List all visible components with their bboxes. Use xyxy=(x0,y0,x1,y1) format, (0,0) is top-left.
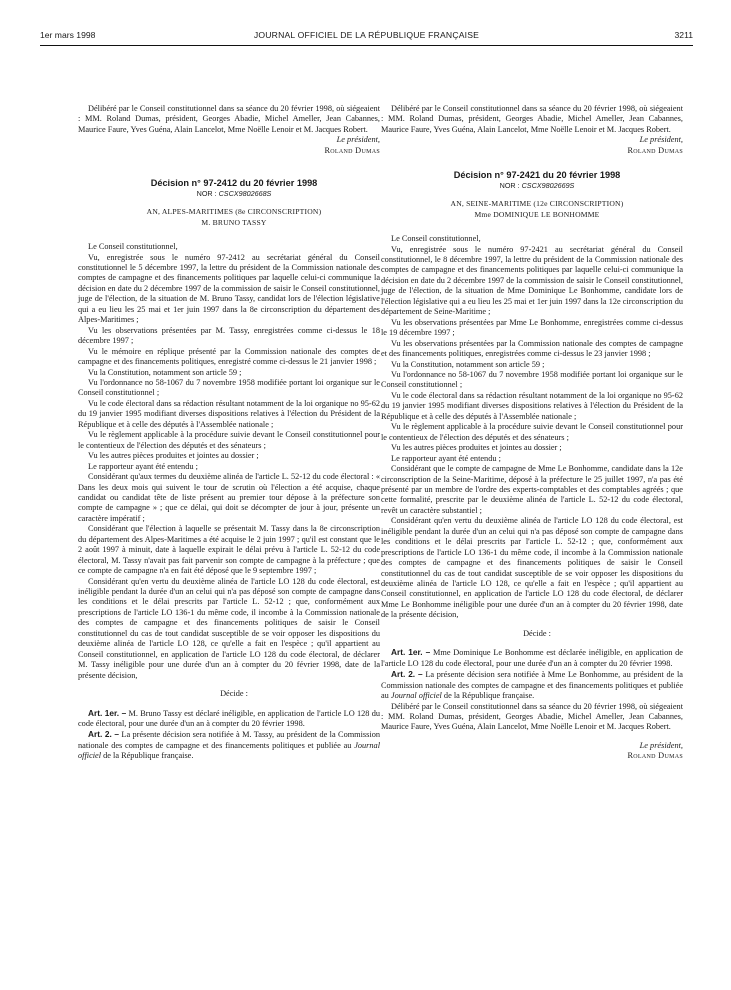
issue-date: 1er mars 1998 xyxy=(40,30,96,40)
body-paragraph: Le Conseil constitutionnel, xyxy=(88,242,178,252)
signature-name: Roland Dumas xyxy=(627,145,683,155)
nor-reference: NOR : CSCX9802668S xyxy=(196,188,272,198)
signature-role-2: Le président, xyxy=(639,740,683,750)
decision-body xyxy=(381,234,683,621)
journal-title: JOURNAL OFFICIEL DE LA RÉPUBLIQUE FRANÇAISE xyxy=(253,30,480,40)
body-paragraph: Vu l'ordonnance no 58-1067 du 7 novembre 1958 modifiée portant loi organique sur le Conseil constitutionnel ; xyxy=(381,369,683,390)
candidate-name: M. BRUNO TASSY xyxy=(201,217,267,227)
page-header xyxy=(40,30,693,44)
decision-title: Décision n° 97-2412 du 20 février 1998 xyxy=(150,178,318,189)
candidate-name: Mme DOMINIQUE LE BONHOMME xyxy=(474,209,600,219)
article-1: Art. 1er. – Mme Dominique Le Bonhomme est déclarée inéligible, en application de l'article LO 128 du code électoral, pour une durée d'un an à compter du 20 février 1998. xyxy=(381,647,683,668)
body-paragraph: Le Conseil constitutionnel, xyxy=(391,234,481,244)
body-paragraph: Vu, enregistrée sous le numéro 97-2421 au secrétariat général du Conseil constitutionnel, le 8 décembre 1997, la lettre du président de la Commission nationale des comptes de campagne et des financements politiques par laquelle celui-ci communique la décision en date du 2 décembre 1997 de la commission de saisir le Conseil constitutionnel, juge de l'élection, de la situation de Mme Dominique Le Bonhomme, candidate lors de l'élection législative qui a eu lieu les 25 mai et 1er juin 1997 dans la 12e circonscription du département de Seine-Maritime ; xyxy=(381,244,683,317)
body-paragraph: Vu le règlement applicable à la procédure suivie devant le Conseil constitutionnel pour le contentieux de l'élection des députés et des sénateurs ; xyxy=(381,422,683,442)
decision-title: Décision n° 97-2421 du 20 février 1998 xyxy=(453,170,621,181)
body-paragraph: Vu les autres pièces produites et jointes au dossier ; xyxy=(88,451,259,461)
signature-role: Le président, xyxy=(639,135,683,145)
circonscription: AN, SEINE-MARITIME (12e CIRCONSCRIPTION) xyxy=(450,199,624,209)
nor-reference: NOR : CSCX9802669S xyxy=(499,180,575,190)
deliberation-text-2: Délibéré par le Conseil constitutionnel dans sa séance du 20 février 1998, où siégeaient : MM. Roland Dumas, président, Georges Abadie, Michel Ameller, Jean Cabannes, Maurice Faure, Yves Guéna, Alain Lancelot, Mme Noëlle Lenoir et M. Jacques Robert. xyxy=(381,701,683,732)
body-paragraph: Considérant qu'en vertu du deuxième alinéa de l'article LO 128 du code électoral, est inéligible pendant la durée d'un an celui qui n'a pas déposé son compte de campagne dans les conditions et le délai prescrits par l'article L. 52-12 ; que, conformément aux prescriptions de l'article LO 136-1 du même code, il incombe à la Commission nationale des comptes de campagne et des financements politiques de saisir le Conseil constitutionnel du cas de tout candidat susceptible de se voir opposer les dispositions du deuxième alinéa de l'article LO 128, ce qu'elle a fait en l'espèce ; qu'il appartient au Conseil constitutionnel, en application de l'article LO 128 du code électoral, de déclarer M. Tassy inéligible pour une durée d'un an à compter du 20 février 1998, date de la présente décision, xyxy=(78,576,380,680)
decision-body xyxy=(78,242,380,681)
article-2: Art. 2. – La présente décision sera notifiée à M. Tassy, au président de la Commission nationale des comptes de campagne et des financements politiques et publiée au Journal officiel de la République française. xyxy=(78,729,380,761)
body-paragraph: Considérant qu'aux termes du deuxième alinéa de l'article L. 52-12 du code électoral : « Dans les deux mois qui suivent le tour de scrutin où l'élection a été acquise, chaque candidat ou candidat tête de liste présent au premier tour dépose à la préfecture son compte de campagne » ; que ce délai, qui doit se décompter de jour à jour, présente un caractère impératif ; xyxy=(78,472,380,523)
body-paragraph: Le rapporteur ayant été entendu ; xyxy=(391,453,501,463)
body-paragraph: Vu le mémoire en réplique présenté par la Commission nationale des comptes de campagne et des financements politiques, enregistré comme ci-dessus le 21 janvier 1998 ; xyxy=(78,346,380,367)
body-paragraph: Vu l'ordonnance no 58-1067 du 7 novembre 1958 modifiée portant loi organique sur le Conseil constitutionnel ; xyxy=(78,377,380,398)
body-paragraph: Vu le code électoral dans sa rédaction résultant notamment de la loi organique no 95-62 du 19 janvier 1995 modifiant diverses dispositions relatives à l'élection du Président de la République et à celle des députés à l'Assemblée nationale ; xyxy=(78,398,380,429)
body-paragraph: Vu les observations présentées par M. Tassy, enregistrées comme ci-dessus le 18 décembre 1997 ; xyxy=(78,325,380,346)
decide-heading: Décide : xyxy=(523,628,551,638)
signature-role: Le président, xyxy=(336,135,380,145)
body-paragraph: Le rapporteur ayant été entendu ; xyxy=(88,461,198,471)
body-paragraph: Vu le code électoral dans sa rédaction résultant notamment de la loi organique no 95-62 du 19 janvier 1995 modifiant diverses dispositions relatives à l'élection du Président de la République et à celle des députés à l'Assemblée nationale ; xyxy=(381,390,683,421)
body-paragraph: Vu la Constitution, notamment son article 59 ; xyxy=(391,359,545,369)
body-paragraph: Vu les observations présentées par la Commission nationale des comptes de campagne et des financements politiques, enregistrées comme ci-dessus le 23 janvier 1998 ; xyxy=(381,338,683,359)
page-number: 3211 xyxy=(674,30,693,40)
body-paragraph: Vu le règlement applicable à la procédure suivie devant le Conseil constitutionnel pour le contentieux de l'élection des députés et des sénateurs ; xyxy=(78,430,380,450)
body-paragraph: Considérant que le compte de campagne de Mme Le Bonhomme, candidate dans la 12e circonscription de la Seine-Maritime, déposé à la préfecture le 25 juillet 1997, n'a pas été présenté par un membre de l'ordre des experts-comptables et des comptables agréés ; que cette formalité, prescrite par le deuxième alinéa de l'article L. 52-12 du code électoral, revêt un caractère substantiel ; xyxy=(381,464,683,515)
signature-name: Roland Dumas xyxy=(324,145,380,155)
left-column xyxy=(78,104,380,762)
decide-heading: Décide : xyxy=(220,689,248,699)
body-paragraph: Considérant qu'en vertu du deuxième alinéa de l'article LO 128 du code électoral, est inéligible pendant la durée d'un an celui qui n'a pas déposé son compte de campagne dans les conditions et le délai prescrits par l'article L. 52-12 ; que, conformément aux prescriptions de l'article LO 136-1 du même code, il incombe à la Commission nationale des comptes de campagne et des financements politiques de saisir le Conseil constitutionnel du cas de tout candidat susceptible de se voir opposer les dispositions du deuxième alinéa de l'article LO 128, ce qu'elle a fait en l'espèce ; qu'il appartient au Conseil constitutionnel, en application de l'article LO 128 du code électoral, de déclarer Mme Le Bonhomme inéligible pour une durée d'un an à compter du 20 février 1998, date de la présente décision, xyxy=(381,516,683,620)
header-rule xyxy=(40,45,693,46)
body-paragraph: Vu, enregistrée sous le numéro 97-2412 au secrétariat général du Conseil constitutionnel le 5 décembre 1997, la lettre du président de la Commission nationale des comptes de campagne et des financements politiques par laquelle celui-ci communique la décision en date du 2 décembre 1997 de la commission de saisir le Conseil constitutionnel, juge de l'élection, de la situation de M. Bruno Tassy, candidat lors de l'élection législative qui a eu lieu les 25 mai et 1er juin 1997 dans la 8e circonscription du département des Alpes-Maritimes ; xyxy=(78,252,380,325)
deliberation-text: Délibéré par le Conseil constitutionnel dans sa séance du 20 février 1998, où siégeaient : MM. Roland Dumas, président, Georges Abadie, Michel Ameller, Jean Cabannes, Maurice Faure, Yves Guéna, Alain Lancelot, Mme Noëlle Lenoir et M. Jacques Robert. xyxy=(381,104,683,134)
body-paragraph: Vu les autres pièces produites et jointes au dossier ; xyxy=(391,443,562,453)
article-2: Art. 2. – La présente décision sera notifiée à Mme Le Bonhomme, au président de la Commission nationale des comptes de campagne et des financements politiques et publiée au Journal officiel de la République française. xyxy=(381,669,683,701)
deliberation-text: Délibéré par le Conseil constitutionnel dans sa séance du 20 février 1998, où siégeaient : MM. Roland Dumas, président, Georges Abadie, Michel Ameller, Jean Cabannes, Maurice Faure, Yves Guéna, Alain Lancelot, Mme Noëlle Lenoir et M. Jacques Robert. xyxy=(78,104,380,134)
body-paragraph: Considérant que l'élection à laquelle se présentait M. Tassy dans la 8e circonscription du département des Alpes-Maritimes a été acquise le 2 juin 1997 ; qu'il est constant que le 2 août 1997 à minuit, date à laquelle expirait le délai prévu à l'article L. 52-12 du code électoral, M. Tassy n'avait pas fait parvenir son compte de campagne à la préfecture ; que ce compte de campagne n'a en fait été déposé que le 9 septembre 1997 ; xyxy=(78,524,380,576)
signature-name-2: Roland Dumas xyxy=(627,751,683,761)
circonscription: AN, ALPES-MARITIMES (8e CIRCONSCRIPTION) xyxy=(146,207,322,217)
body-paragraph: Vu la Constitution, notamment son article 59 ; xyxy=(88,367,242,377)
right-column xyxy=(381,104,683,762)
body-paragraph: Vu les observations présentées par Mme Le Bonhomme, enregistrées comme ci-dessus le 19 décembre 1997 ; xyxy=(381,317,683,338)
article-1: Art. 1er. – M. Bruno Tassy est déclaré inéligible, en application de l'article LO 128 du code électoral, pour une durée d'un an à compter du 20 février 1998. xyxy=(78,707,380,729)
